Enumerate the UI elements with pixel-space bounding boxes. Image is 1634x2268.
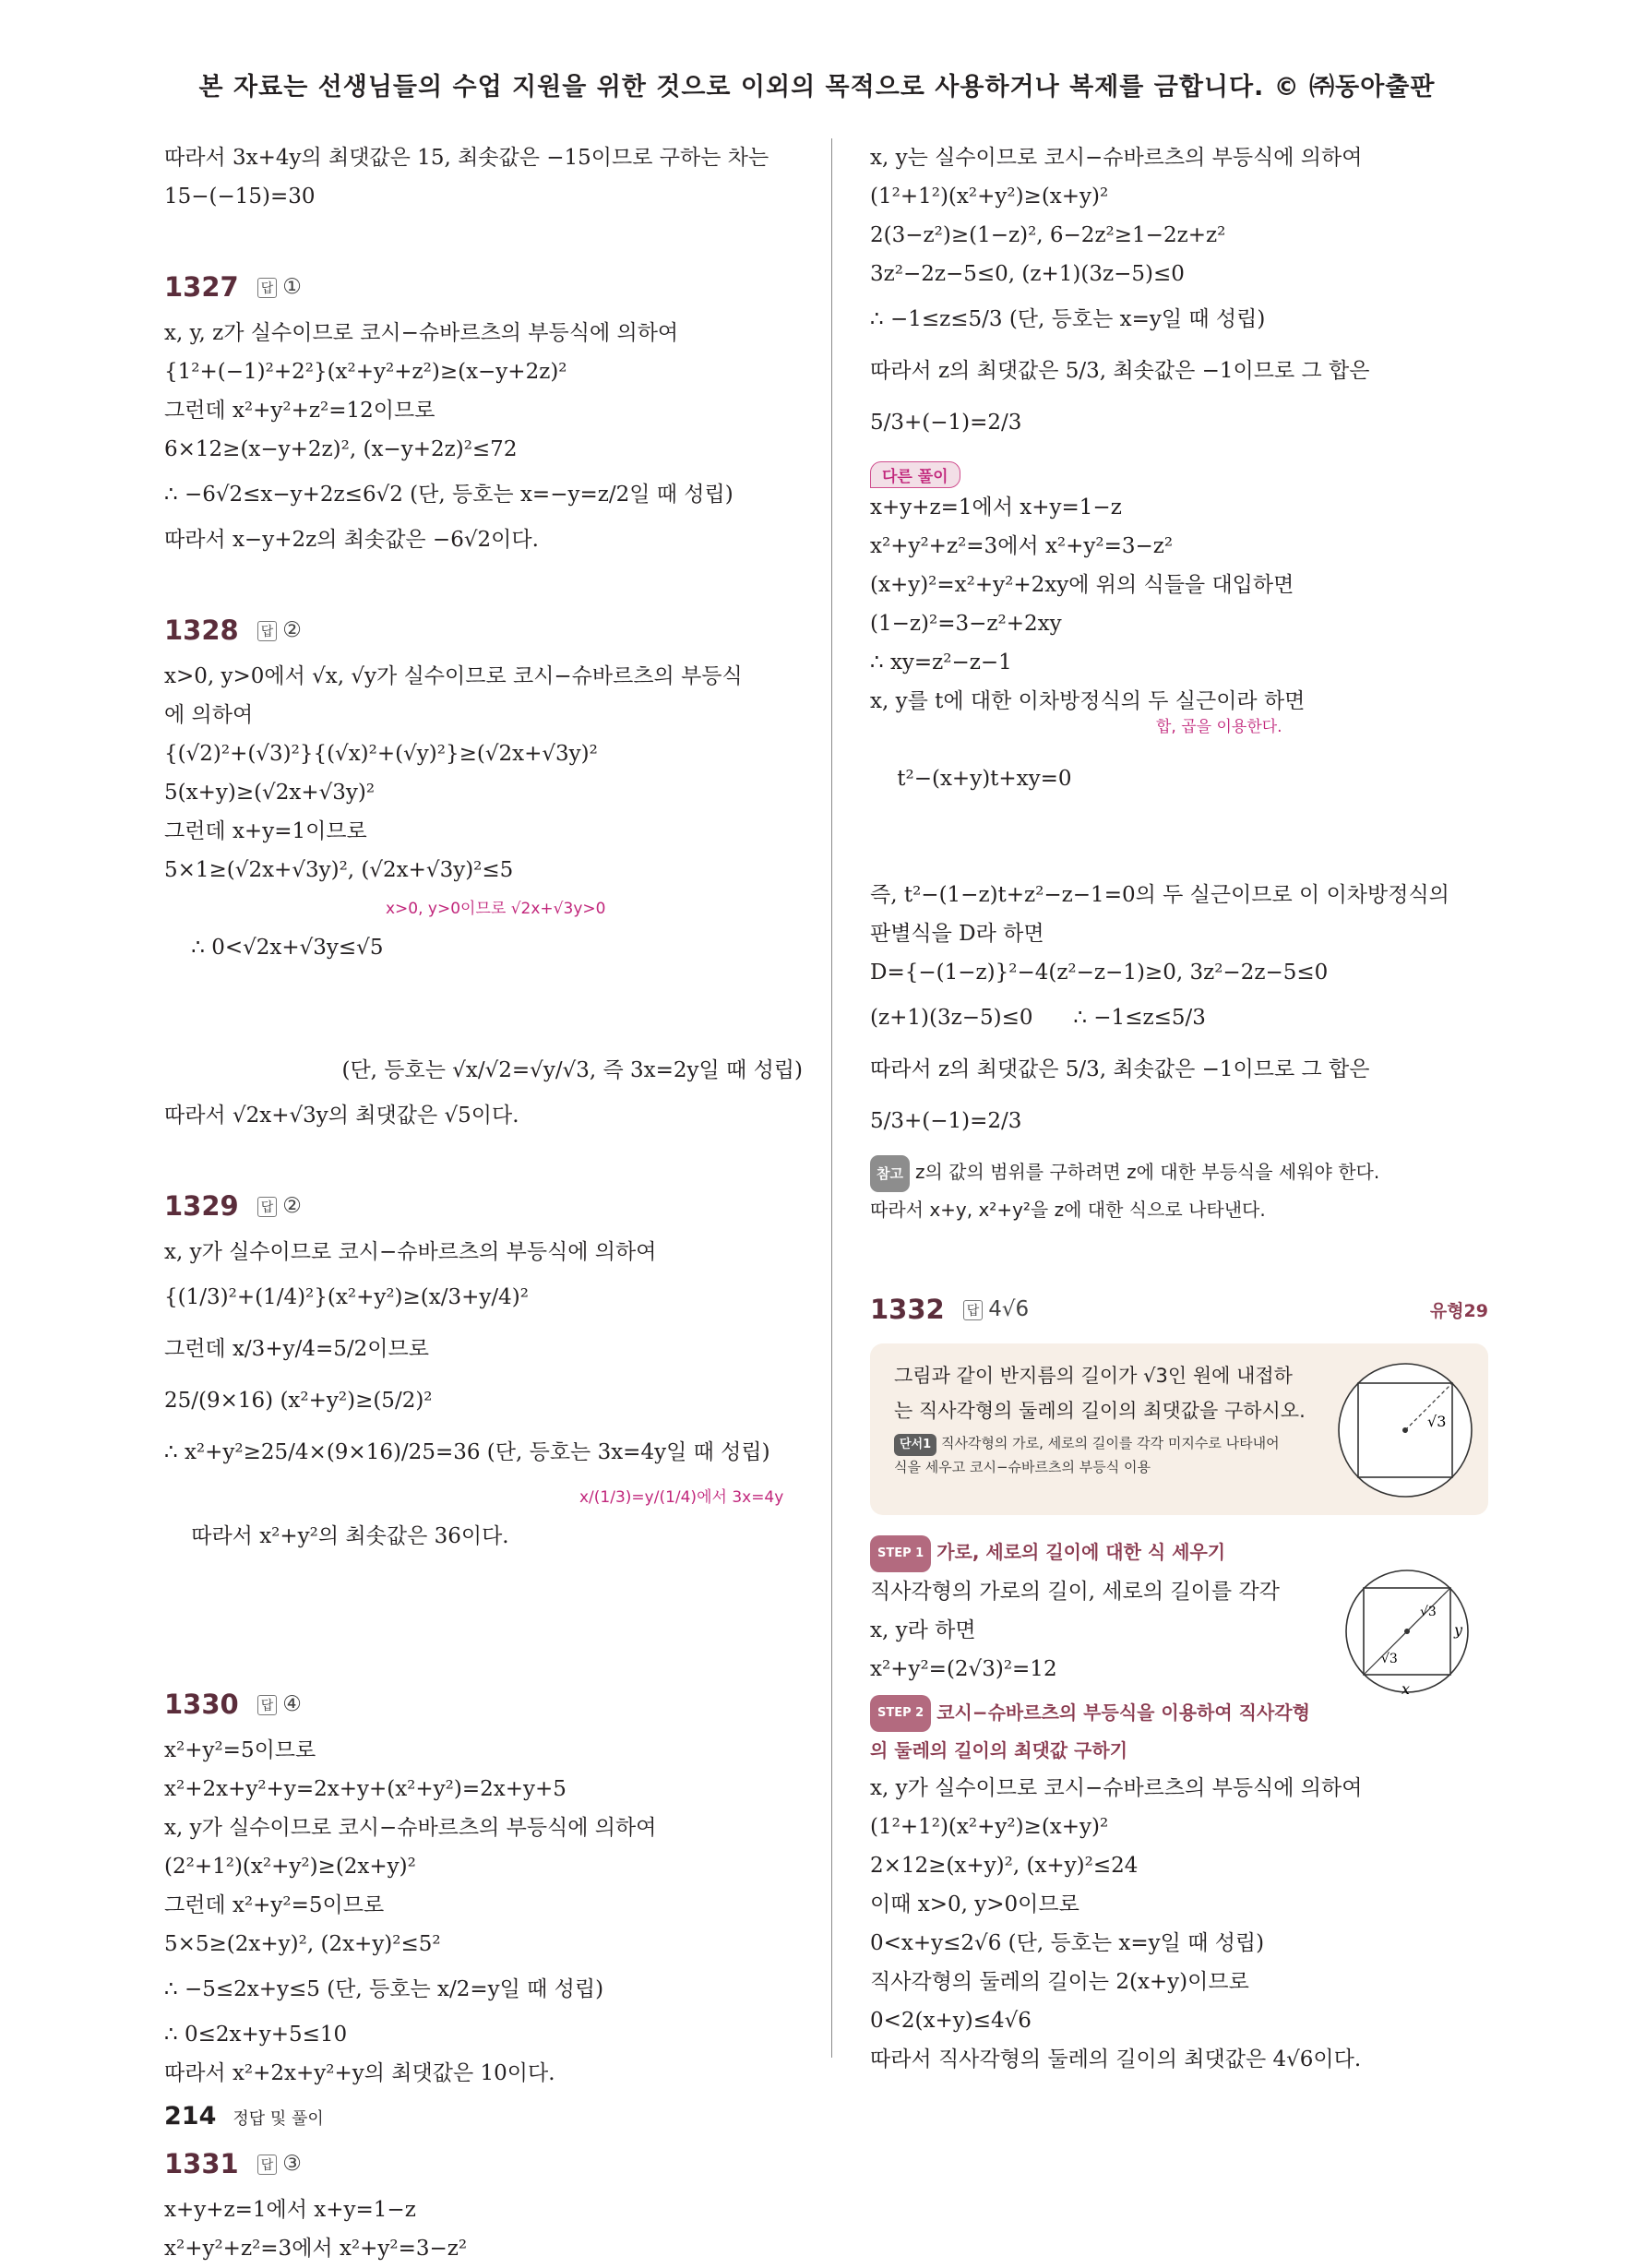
radius-label: √3	[1420, 1604, 1437, 1619]
solution-line: 0<2(x+y)≤4√6	[870, 2009, 1032, 2033]
step-title: 의 둘레의 길이의 최댓값 구하기	[870, 1739, 1128, 1761]
side-annotation: x>0, y>0이므로 √2x+√3y>0	[386, 900, 606, 918]
solution-line: 5/3+(−1)=2/3	[870, 411, 1022, 435]
solution-line: x>0, y>0에서 √x, √y가 실수이므로 코시−슈바르츠의 부등식	[164, 664, 743, 688]
problem-line: 는 직사각형의 둘레의 길이의 최댓값을 구하시오.	[894, 1400, 1306, 1422]
reference-note	[870, 1154, 1488, 1192]
question-number: 1331	[164, 2148, 239, 2179]
side-annotation: 합, 곱을 이용한다.	[1156, 718, 1282, 736]
solution-line: (z+1)(3z−5)≤0 ∴ −1≤z≤5/3	[870, 1006, 1206, 1030]
solution-line: x, y라 하면	[870, 1617, 976, 1642]
answer-label: 답 ①	[257, 275, 302, 299]
solution-line: 그런데 x²+y²=5이므로	[164, 1893, 385, 1917]
answer-label: 답 ②	[257, 618, 302, 642]
answer-value: ②	[282, 618, 302, 642]
solution-line: 직사각형의 둘레의 길이는 2(x+y)이므로	[870, 1970, 1249, 1994]
answer-value: ②	[282, 1194, 302, 1218]
solution-line: x+y+z=1에서 x+y=1−z	[164, 2198, 416, 2222]
radius-label: √3	[1381, 1651, 1398, 1666]
solution-line: 그런데 x²+y²+z²=12이므로	[164, 399, 435, 423]
question-1329-header	[164, 1179, 810, 1233]
solution-line: 2×12≥(x+y)², (x+y)²≤24	[870, 1854, 1139, 1878]
solution-line: 5/3+(−1)=2/3	[870, 1109, 1022, 1133]
solution-line: 그런데 x/3+y/4=5/2이므로	[164, 1337, 429, 1361]
solution-line: {(1/3)²+(1/4)²}(x²+y²)≥(x/3+y/4)²	[164, 1285, 529, 1309]
hint-line: 식을 세우고 코시−슈바르츠의 부등식 이용	[894, 1459, 1151, 1475]
solution-line: 5(x+y)≥(√2x+√3y)²	[164, 781, 376, 805]
problem-box	[870, 1343, 1488, 1515]
solution-line: x, y가 실수이므로 코시−슈바르츠의 부등식에 의하여	[164, 1816, 657, 1840]
answer-value: 4√6	[988, 1297, 1030, 1321]
solution-line: x, y를 t에 대한 이차방정식의 두 실근이라 하면	[870, 689, 1306, 713]
solution-line: 5×5≥(2x+y)², (2x+y)²≤5²	[164, 1932, 441, 1956]
solution-line: 따라서 x²+2x+y²+y의 최댓값은 10이다.	[164, 2061, 555, 2085]
solution-text: ∴ 0<√2x+√3y≤√5	[191, 936, 384, 960]
step-tag: STEP 1	[870, 1535, 931, 1572]
solution-line: 직사각형의 가로의 길이, 세로의 길이를 각각	[870, 1579, 1280, 1604]
solution-line: 이때 x>0, y>0이므로	[870, 1892, 1079, 1916]
answer-label: 답 ③	[257, 2152, 302, 2176]
question-1328-header	[164, 603, 810, 657]
solution-line: 6×12≥(x−y+2z)², (x−y+2z)²≤72	[164, 437, 518, 461]
solution-line: 0<x+y≤2√6 (단, 등호는 x=y일 때 성립)	[870, 1931, 1265, 1955]
question-number: 1327	[164, 271, 239, 303]
solution-line: (단, 등호는 √x/√2=√y/√3, 즉 3x=2y일 때 성립)	[341, 1058, 803, 1082]
solution-line	[164, 889, 810, 1044]
copyright-notice: 본 자료는 선생님들의 수업 지원을 위한 것으로 이외의 목적으로 사용하거나 복제를 금합니다. © ㈜동아출판	[198, 73, 1436, 101]
right-column	[870, 138, 1488, 2079]
step-title: 가로, 세로의 길이에 대한 식 세우기	[936, 1541, 1226, 1563]
answer-label: 답 ④	[257, 1692, 302, 1716]
intro-line: 따라서 3x+4y의 최댓값은 15, 최솟값은 −15이므로 구하는 차는	[164, 146, 769, 170]
solution-line: x²+y²=5이므로	[164, 1738, 316, 1762]
width-label: x	[1401, 1679, 1411, 1698]
problem-text	[894, 1358, 1318, 1478]
solution-line: (1−z)²=3−z²+2xy	[870, 612, 1062, 636]
solution-line: 5×1≥(√2x+√3y)², (√2x+√3y)²≤5	[164, 858, 514, 882]
solution-line: (2²+1²)(x²+y²)≥(2x+y)²	[164, 1855, 416, 1879]
solution-line: (x+y)²=x²+y²+2xy에 위의 식들을 대입하면	[870, 573, 1294, 597]
solution-line	[870, 718, 1488, 876]
problem-type-tag: 유형29	[1429, 1300, 1488, 1321]
answer-value: ①	[282, 275, 302, 299]
page-footer	[164, 2102, 324, 2131]
solution-line: x, y, z가 실수이므로 코시−슈바르츠의 부등식에 의하여	[164, 321, 679, 345]
solution-line: 따라서 z의 최댓값은 5/3, 최솟값은 −1이므로 그 합은	[870, 359, 1370, 383]
solution-line: 3z²−2z−5≤0, (z+1)(3z−5)≤0	[870, 262, 1185, 286]
solution-line: (1²+1²)(x²+y²)≥(x+y)²	[870, 1815, 1109, 1839]
solution-line: x²+y²+z²=3에서 x²+y²=3−z²	[164, 2237, 468, 2261]
problem-line: 그림과 같이 반지름의 길이가 √3인 원에 내접하	[894, 1365, 1293, 1387]
answer-value: ③	[282, 2152, 302, 2176]
solution-text: 따라서 x²+y²의 최솟값은 36이다.	[191, 1524, 509, 1548]
reference-text: z의 값의 범위를 구하려면 z에 대한 부등식을 세워야 한다.	[914, 1161, 1380, 1183]
question-1332-header	[870, 1283, 1488, 1336]
step-title: 코시−슈바르츠의 부등식을 이용하여 직사각형	[936, 1701, 1310, 1724]
solution-line: ∴ −1≤z≤5/3 (단, 등호는 x=y일 때 성립)	[870, 307, 1266, 331]
question-number: 1330	[164, 1689, 239, 1720]
step-tag: STEP 2	[870, 1695, 931, 1732]
solution-line	[164, 1478, 810, 1633]
solution-line: 따라서 x−y+2z의 최솟값은 −6√2이다.	[164, 528, 539, 552]
hint-tag: 단서1	[894, 1434, 936, 1456]
height-label: y	[1454, 1620, 1463, 1639]
radius-label: √3	[1427, 1413, 1447, 1430]
solution-line: 판별식을 D라 하면	[870, 922, 1044, 946]
solution-line: x²+2x+y²+y=2x+y+(x²+y²)=2x+y+5	[164, 1777, 567, 1801]
solution-line: (1²+1²)(x²+y²)≥(x+y)²	[870, 185, 1109, 209]
answer-value: ④	[282, 1692, 302, 1716]
column-divider	[831, 138, 832, 2058]
solution-line: ∴ −5≤2x+y≤5 (단, 등호는 x/2=y일 때 성립)	[164, 1977, 604, 2001]
solution-line: {(√2)²+(√3)²}{(√x)²+(√y)²}≥(√2x+√3y)²	[164, 742, 598, 766]
solution-line: ∴ −6√2≤x−y+2z≤6√2 (단, 등호는 x=−y=z/2일 때 성립)	[164, 483, 734, 507]
solution-line: {1²+(−1)²+2²}(x²+y²+z²)≥(x−y+2z)²	[164, 360, 567, 384]
reference-badge: 참고	[870, 1155, 910, 1192]
solution-line: 따라서 z의 최댓값은 5/3, 최솟값은 −1이므로 그 합은	[870, 1057, 1370, 1081]
solution-line: 따라서 직사각형의 둘레의 길이의 최댓값은 4√6이다.	[870, 2047, 1362, 2071]
question-1330-header	[164, 1677, 810, 1731]
question-number: 1328	[164, 615, 239, 646]
solution-line: x+y+z=1에서 x+y=1−z	[870, 495, 1122, 519]
question-number: 1332	[870, 1294, 945, 1325]
solution-line: ∴ xy=z²−z−1	[870, 651, 1012, 674]
hint-line: 직사각형의 가로, 세로의 길이를 각각 미지수로 나타내어	[940, 1435, 1280, 1451]
solution-line: 그런데 x+y=1이므로	[164, 819, 367, 843]
page-number: 214	[164, 2102, 217, 2131]
question-number: 1329	[164, 1190, 239, 1222]
answer-label: 답 4√6	[963, 1297, 1029, 1321]
side-annotation: x/(1/3)=y/(1/4)에서 3x=4y	[579, 1488, 784, 1507]
solution-line: x²+y²=(2√3)²=12	[870, 1656, 1057, 1681]
solution-line: 에 의하여	[164, 703, 254, 727]
question-1331-header	[164, 2137, 810, 2190]
solution-line: 따라서 √2x+√3y의 최댓값은 √5이다.	[164, 1104, 519, 1128]
solution-line: x, y가 실수이므로 코시−슈바르츠의 부등식에 의하여	[870, 1776, 1363, 1800]
solution-line: 25/(9×16) (x²+y²)≥(5/2)²	[164, 1389, 433, 1413]
solution-line: 즉, t²−(1−z)t+z²−z−1=0의 두 실근이므로 이 이차방정식의	[870, 883, 1449, 907]
alt-solution-badge: 다른 풀이	[870, 461, 960, 488]
solution-line: x, y는 실수이므로 코시−슈바르츠의 부등식에 의하여	[870, 146, 1363, 170]
solution-line: x, y가 실수이므로 코시−슈바르츠의 부등식에 의하여	[164, 1240, 657, 1264]
reference-text: 따라서 x+y, x²+y²을 z에 대한 식으로 나타낸다.	[870, 1199, 1266, 1221]
solution-text: t²−(x+y)t+xy=0	[897, 767, 1072, 791]
footer-label: 정답 및 풀이	[233, 2109, 324, 2129]
solution-line: x²+y²+z²=3에서 x²+y²=3−z²	[870, 534, 1174, 558]
solution-line: ∴ x²+y²≥25/4×(9×16)/25=36 (단, 등호는 3x=4y일 때 성립)	[164, 1440, 770, 1464]
question-1327-header	[164, 260, 810, 314]
left-column	[164, 138, 810, 2268]
rectangle-figure	[1341, 1565, 1479, 1703]
circle-square-figure	[1331, 1356, 1479, 1504]
answer-label: 답 ②	[257, 1194, 302, 1218]
intro-line: 15−(−15)=30	[164, 185, 316, 209]
solution-line: D={−(1−z)}²−4(z²−z−1)≥0, 3z²−2z−5≤0	[870, 961, 1329, 985]
solution-line: 2(3−z²)≥(1−z)², 6−2z²≥1−2z+z²	[870, 223, 1226, 247]
solution-line: ∴ 0≤2x+y+5≤10	[164, 2023, 348, 2047]
